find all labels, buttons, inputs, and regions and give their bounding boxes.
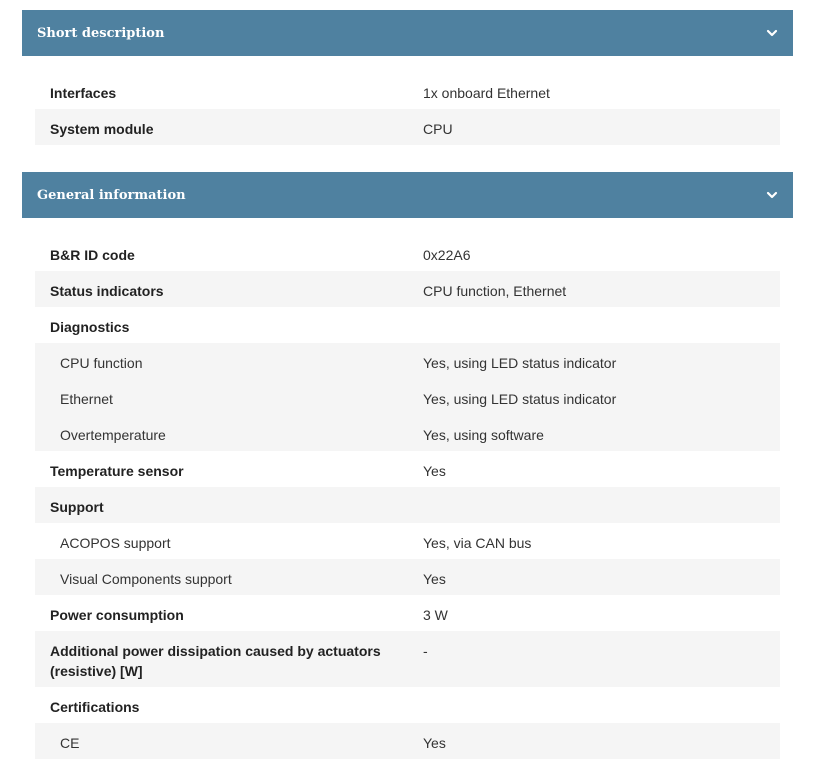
table-row [35, 559, 780, 595]
row-value: CPU function, Ethernet [423, 283, 567, 299]
row-label: CPU function [60, 355, 143, 371]
table-row [35, 487, 780, 523]
row-label: Diagnostics [50, 319, 130, 335]
row-label: B&R ID code [50, 247, 135, 263]
table-row [35, 73, 780, 109]
row-value: Yes, via CAN bus [423, 535, 532, 551]
general-information-table [35, 235, 780, 759]
row-value: Yes, using LED status indicator [423, 355, 617, 371]
table-row [35, 343, 780, 379]
table-row [35, 235, 780, 271]
chevron-down-icon[interactable] [765, 26, 779, 40]
row-label: Support [50, 499, 104, 515]
row-label: Status indicators [50, 283, 164, 299]
table-row [35, 595, 780, 631]
row-value: CPU [423, 121, 453, 137]
table-row [35, 451, 780, 487]
row-label: Additional power dissipation caused by actuators (resistive) [W] [50, 643, 381, 679]
row-value: 1x onboard Ethernet [423, 85, 550, 101]
table-row [35, 109, 780, 145]
row-value: Yes, using software [423, 427, 544, 443]
table-row [35, 523, 780, 559]
section-header-general-information[interactable] [22, 172, 793, 218]
row-label: Certifications [50, 699, 140, 715]
row-label: Ethernet [60, 391, 113, 407]
row-label: Power consumption [50, 607, 184, 623]
section-title: General information [37, 187, 186, 203]
row-value: Yes [423, 571, 446, 587]
row-value: 0x22A6 [423, 247, 471, 263]
row-value: 3 W [423, 607, 448, 623]
row-value: Yes [423, 463, 446, 479]
row-value: Yes [423, 735, 446, 751]
row-label: CE [60, 735, 80, 751]
short-description-table [35, 73, 780, 145]
row-label: Interfaces [50, 85, 117, 101]
table-row [35, 307, 780, 343]
row-value: Yes, using LED status indicator [423, 391, 617, 407]
row-value: - [423, 643, 428, 659]
table-row [35, 415, 780, 451]
table-row [35, 379, 780, 415]
table-row [35, 271, 780, 307]
row-label: ACOPOS support [60, 535, 171, 551]
table-row [35, 723, 780, 759]
chevron-down-icon[interactable] [765, 188, 779, 202]
row-label: Overtemperature [60, 427, 166, 443]
section-title: Short description [37, 25, 165, 41]
row-label: Temperature sensor [50, 463, 184, 479]
row-label: System module [50, 121, 154, 137]
row-label: Visual Components support [60, 571, 232, 587]
table-row [35, 631, 780, 687]
section-header-short-description[interactable] [22, 10, 793, 56]
table-row [35, 687, 780, 723]
